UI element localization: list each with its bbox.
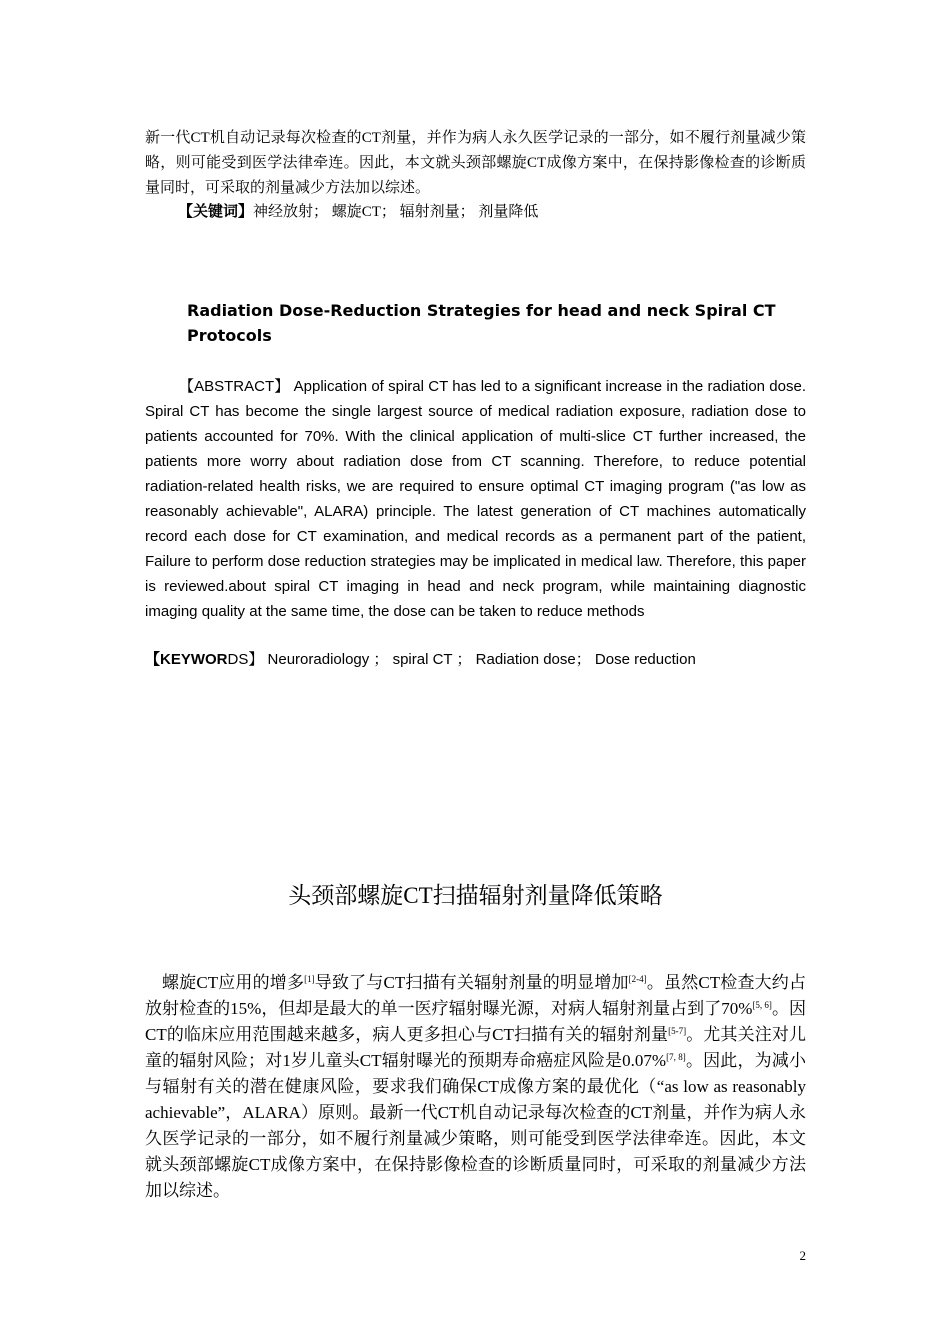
chinese-keywords-label: 【关键词】 [178, 203, 254, 220]
citation-1: [1] [304, 974, 315, 984]
english-keywords-label-rest: DS】 [227, 651, 264, 668]
body-seg-3: 。虽然CT检查大约占放射检查的15%，但却是最大的单一医疗辐射曝光源，对病人辐射剂量占到了70% [145, 973, 806, 1018]
english-abstract [145, 374, 806, 624]
citation-2: [2-4] [628, 974, 647, 984]
english-keywords [145, 648, 806, 672]
english-abstract-text: Application of spiral CT has led to a significant increase in the radiation dose. Spiral CT has become the single largest source of medical radiation exposure, radiation dose to patients accounted for 70%. With the clinical application of multi-slice CT further increased, the patients more worry about radiation dose from CT scanning. Therefore, to reduce potential radiation-related health risks, we are required to ensure optimal CT imaging program ("as low as reasonably achievable", ALARA) principle. The latest generation of CT machines automatically record each dose for CT examination, and medical records as a permanent part of the patient, Failure to perform dose reduction strategies may be implicated in medical law. Therefore, this paper is reviewed.about spiral CT imaging in head and neck program, while maintaining diagnostic imaging quality at the same time, the dose can be taken to reduce methods [145, 378, 806, 620]
chinese-body-paragraph [145, 970, 806, 1204]
body-seg-2: 导致了与CT扫描有关辐射剂量的明显增加 [314, 973, 629, 992]
chinese-keywords [178, 199, 839, 225]
body-seg-5: 。尤其关注对儿童的辐射风险；对1岁儿童头CT辐射曝光的预期寿命癌症风险是0.07% [145, 1025, 807, 1070]
english-title: Radiation Dose-Reduction Strategies for head and neck Spiral CT Protocols [187, 301, 776, 345]
citation-4: [5-7] [668, 1026, 687, 1036]
body-seg-6: 。因此，为减小与辐射有关的潜在健康风险，要求我们确保CT成像方案的最优化（“as low as reasonably achievable”，ALARA）原则。最新一代CT机自动记录每次检查的CT剂量，并作为病人永久医学记录的一部分，如不履行剂量减少策略，则可能受到医学法律牵连。因此，本文就头颈部螺旋CT成像方案中，在保持影像检查的诊断质量同时，可采取的剂量减少方法加以综述。 [145, 1051, 807, 1200]
body-seg-4: 。因CT的临床应用范围越来越多，病人更多担心与CT扫描有关的辐射剂量 [145, 999, 807, 1044]
body-seg-1: 螺旋CT应用的增多 [162, 973, 305, 992]
english-keywords-label [145, 651, 263, 668]
english-abstract-label: 【ABSTRACT】 [179, 378, 290, 395]
english-keywords-text: Neuroradiology ； spiral CT ； Radiation dose； Dose reduction [267, 651, 696, 668]
chinese-article-title: 头颈部螺旋CT扫描辐射剂量降低策略 [288, 883, 663, 908]
english-keywords-label-bold: 【KEYWOR [145, 651, 228, 668]
citation-3: [5, 6] [752, 1000, 772, 1010]
page-number: 2 [799, 1248, 806, 1263]
chinese-keywords-text: 神经放射； 螺旋CT； 辐射剂量； 剂量降低 [253, 204, 539, 220]
citation-5: [7, 8] [666, 1052, 686, 1062]
chinese-abstract-tail: 新一代CT机自动记录每次检查的CT剂量，并作为病人永久医学记录的一部分，如不履行剂量减少策略，则可能受到医学法律牵连。因此，本文就头颈部螺旋CT成像方案中，在保持影像检查的诊断质量同时，可采取的剂量减少方法加以综述。 [145, 130, 806, 196]
